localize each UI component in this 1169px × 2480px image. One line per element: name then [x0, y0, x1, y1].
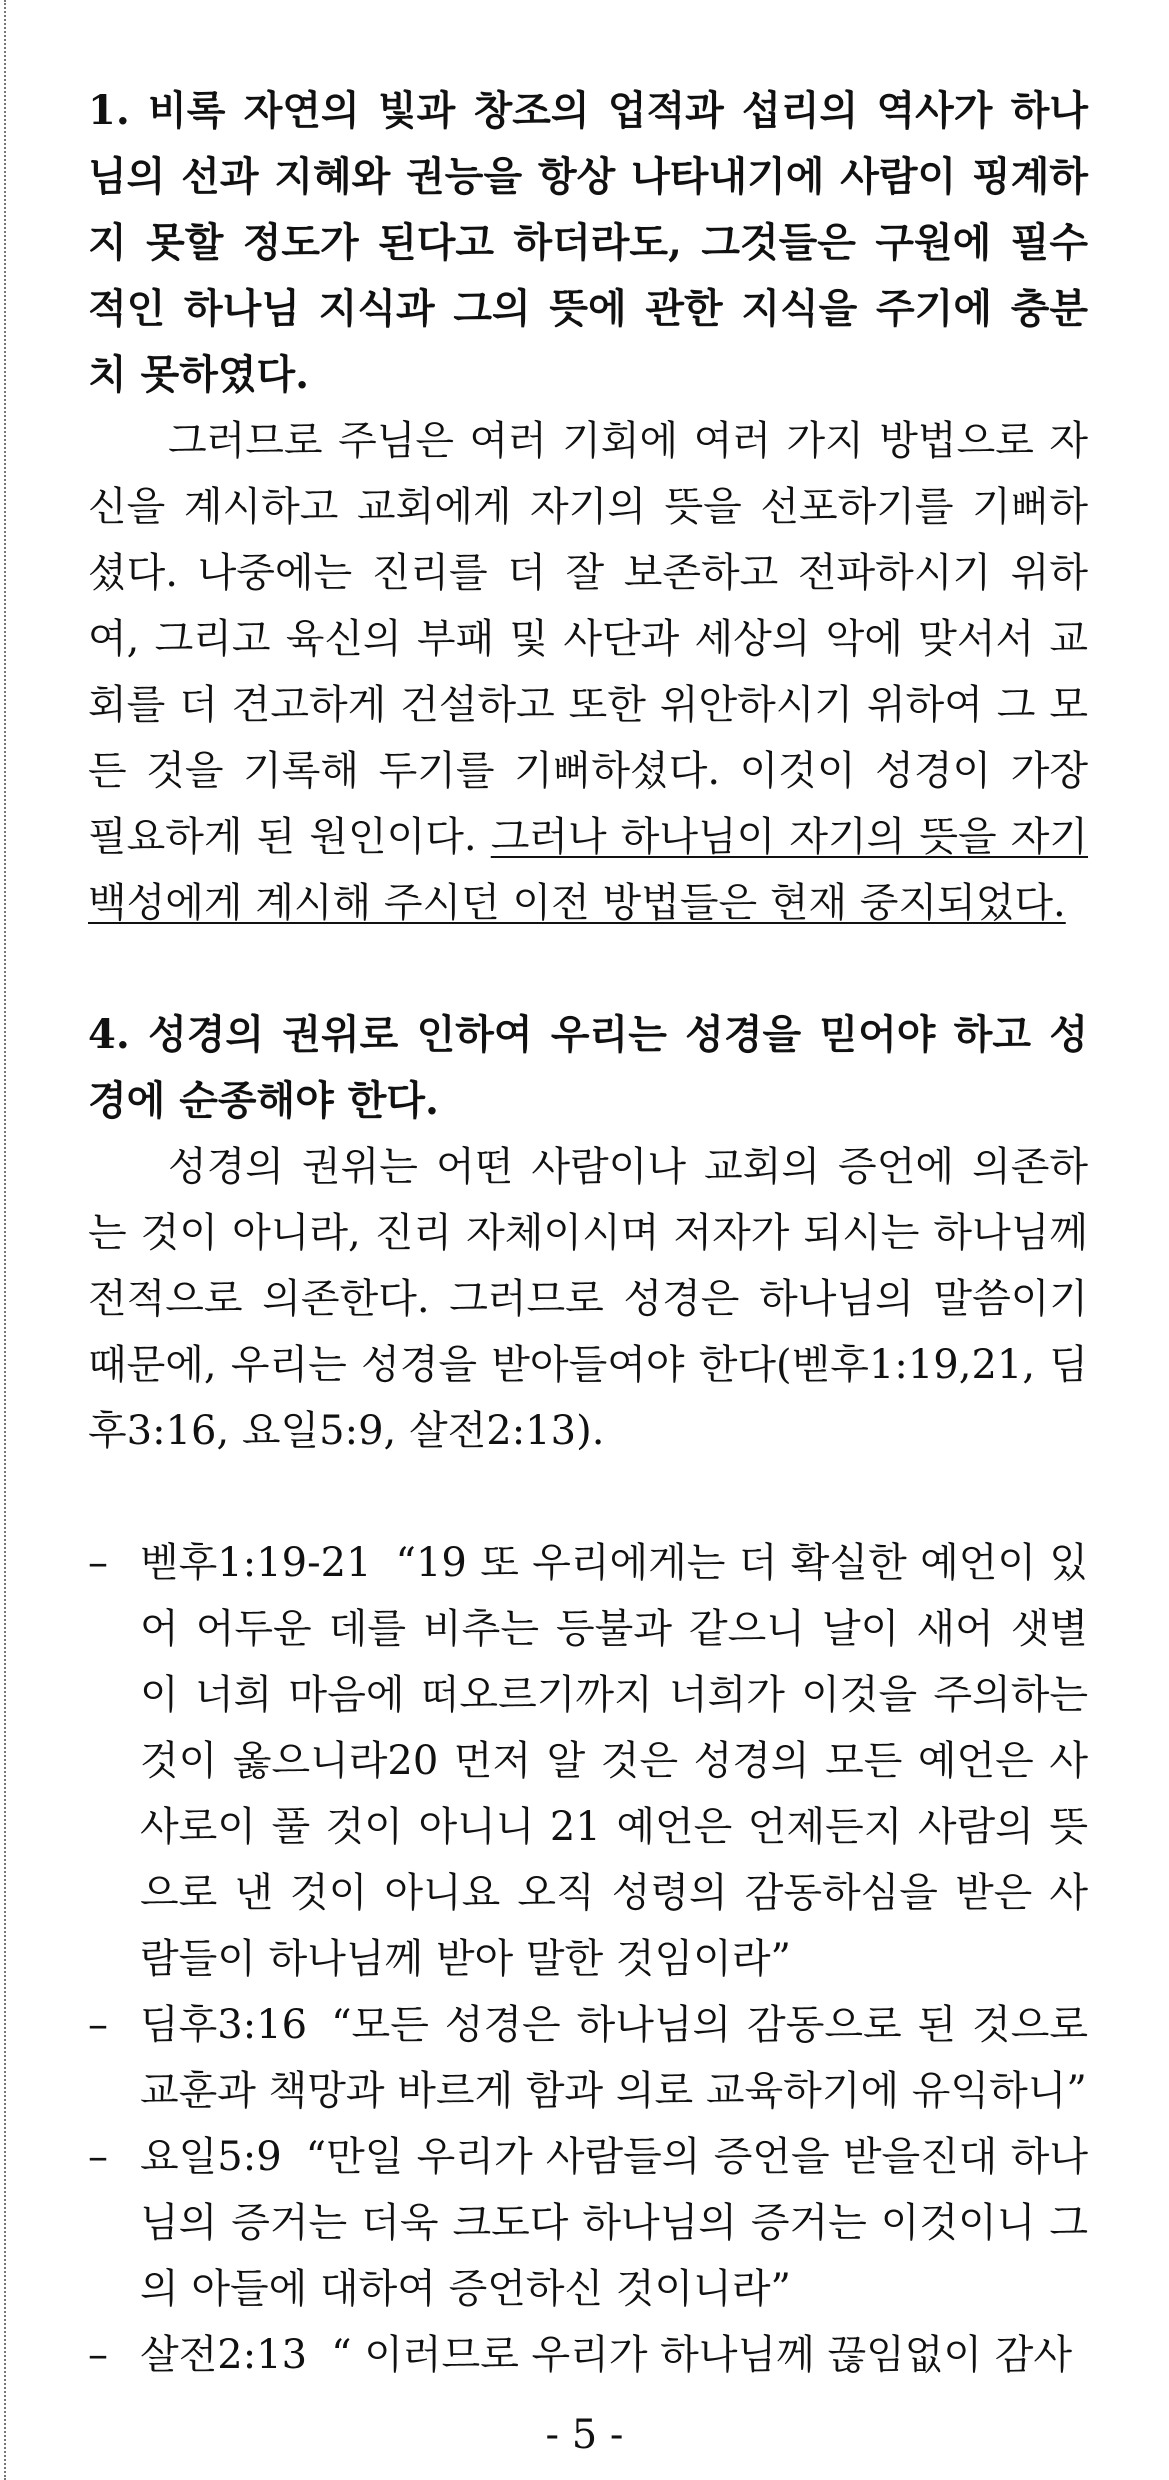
list-dash: – [88, 2332, 108, 2378]
section-1-body-text: 그러므로 주님은 여러 기회에 여러 가지 방법으로 자신을 계시하고 교회에게 자기의 뜻을 선포하기를 기뻐하셨다. 나중에는 진리를 더 잘 보존하고 전파하시기 위하여, 그리고 육신의 부패 및 사단과 세상의 악에 맞서서 교회를 더 견고하게 건설하고 또한 위안하시기 위하여 그 모든 것을 기록해 두기를 기뻐하셨다. 이것이 성경이 가장 필요하게 된 원인이다. [88, 418, 1088, 860]
page-number: - 5 - [545, 2412, 624, 2458]
scripture-reference-item [88, 1992, 1088, 2124]
section-4 [88, 1002, 1088, 1464]
scripture-reference-label: 살전2:13 [140, 2332, 308, 2378]
list-dash: – [88, 2134, 108, 2180]
section-1-body [88, 408, 1088, 936]
scripture-reference-label: 요일5:9 [140, 2134, 282, 2180]
section-spacer [88, 1464, 1088, 1530]
list-dash: – [88, 2002, 108, 2048]
section-spacer [88, 936, 1088, 1002]
section-4-body: 성경의 권위는 어떤 사람이나 교회의 증언에 의존하는 것이 아니라, 진리 자체이시며 저자가 되시는 하나님께 전적으로 의존한다. 그러므로 성경은 하나님의 말씀이기 때문에, 우리는 성경을 받아들여야 한다(벧후1:19,21, 딤후3:16, 요일5:9, 살전2:13). [88, 1144, 1088, 1454]
scripture-quote: “19 또 우리에게는 더 확실한 예언이 있어 어두운 데를 비추는 등불과 같으니 날이 새어 샛별이 너희 마음에 떠오르기까지 너희가 이것을 주의하는 것이 옳으니라20 먼저 알 것은 성경의 모든 예언은 사사로이 풀 것이 아니니 21 예언은 언제든지 사람의 뜻으로 낸 것이 아니요 오직 성령의 감동하심을 받은 사람들이 하나님께 받아 말한 것임이라” [140, 1540, 1088, 1982]
scripture-reference-item [88, 1530, 1088, 1992]
scripture-reference-item [88, 2124, 1088, 2322]
list-dash: – [88, 1540, 108, 1586]
scripture-reference-label: 딤후3:16 [140, 2002, 308, 2048]
section-1-underlined-text: 그러나 하나님이 자기의 뜻을 자기 백성에게 계시해 주시던 이전 방법들은 현재 중지되었다. [88, 814, 1089, 926]
section-1-heading: 1. 비록 자연의 빛과 창조의 업적과 섭리의 역사가 하나님의 선과 지혜와 권능을 항상 나타내기에 사람이 핑계하지 못할 정도가 된다고 하더라도, 그것들은 구원에 필수적인 하나님 지식과 그의 뜻에 관한 지식을 주기에 충분치 못하였다. [88, 87, 1088, 398]
scripture-quote: “ 이러므로 우리가 하나님께 끊임없이 감사 [331, 2332, 1073, 2378]
scripture-reference-item [88, 2322, 1088, 2388]
scripture-reference-list [88, 1530, 1088, 2388]
document-page [88, 78, 1088, 2388]
scripture-reference-label: 벧후1:19-21 [140, 1540, 372, 1586]
scripture-quote: “모든 성경은 하나님의 감동으로 된 것으로 교훈과 책망과 바르게 함과 의로 교육하기에 유익하니” [140, 2002, 1088, 2114]
page-edge-dotted-rule [4, 0, 6, 2480]
section-4-heading: 4. 성경의 권위로 인하여 우리는 성경을 믿어야 하고 성경에 순종해야 한다. [88, 1011, 1088, 1124]
scripture-quote: “만일 우리가 사람들의 증언을 받을진대 하나님의 증거는 더욱 크도다 하나님의 증거는 이것이니 그의 아들에 대하여 증언하신 것이니라” [140, 2134, 1088, 2312]
section-1 [88, 78, 1088, 936]
